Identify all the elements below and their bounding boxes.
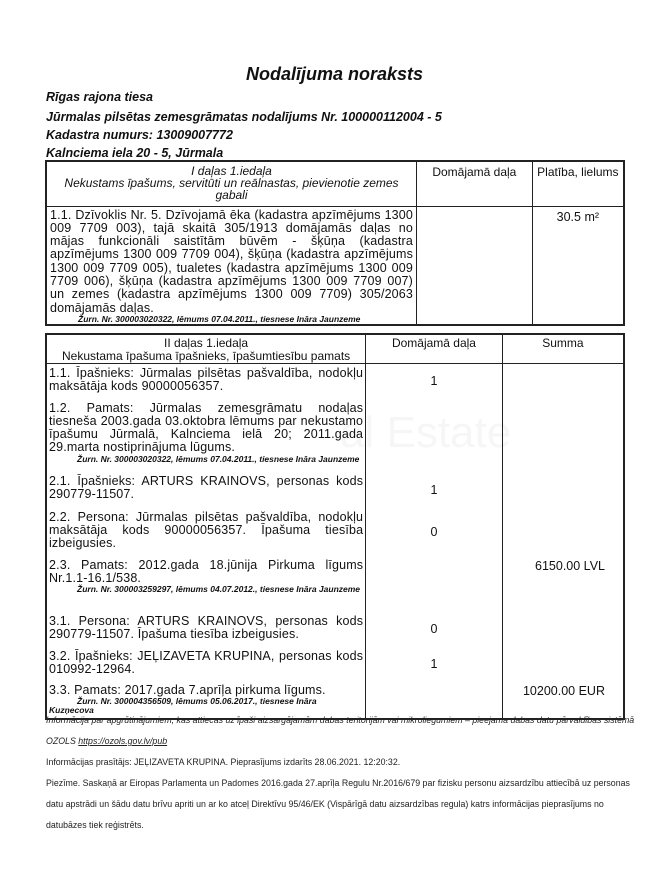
footer [46,710,636,836]
part1-header-share: Domājamā daļa [416,161,532,206]
entry-text: 1.2. Pamats: Jūrmalas zemesgrāmatu nodaļas tiesneša 2003.gada 03.oktobra lēmums par nekustamo īpašumu Jūrmalā, Kalnciema ielā 20; 2011.gada 29.marta nostiprinājuma lūgums. [49,400,364,455]
sum-value [502,647,624,681]
share-value [366,399,503,472]
part2-header-sum: Summa [502,334,624,364]
share-value: 0 [366,508,503,556]
table-row [46,206,624,325]
court-name: Rīgas rajona tiesa [46,90,153,104]
entry-text: 2.1. Īpašnieks: ARTURS KRAINOVS, personas kods 290779-11507. [49,473,364,501]
entry-text: 2.3. Pamats: 2012.gada 18.jūnija Pirkuma līgums Nr.1.1-16.1/538. [49,557,364,585]
part2-header-row [46,334,624,364]
entry-text: 2.2. Persona: Jūrmalas pilsētas pašvaldība, nodokļu maksātāja kods 90000056357. Īpašuma tiesība izbeigusies. [49,509,364,551]
ozols-notice [46,710,636,752]
part1-row-description [46,206,416,325]
section-number: Jūrmalas pilsētas zemesgrāmatas nodalījums Nr. 100000112004 - 5 [46,110,442,124]
part1-table [45,160,625,326]
share-value: 0 [366,612,503,647]
entry-text: 1.1. Īpašnieks: Jūrmalas pilsētas pašvaldība, nodokļu maksātāja kods 90000056357. [49,366,364,394]
share-value: 1 [366,364,503,399]
entry-text: 3.3. Pamats: 2017.gada 7.aprīļa pirkuma līgums. [49,682,326,697]
part2-table [45,333,625,720]
sum-value [502,612,624,647]
part1-row-area: 30.5 m² [532,206,624,325]
part2-section-subtitle: Nekustama īpašuma īpašnieks, īpašumtiesību pamats [62,349,351,363]
entry-text: 1.1. Dzīvoklis Nr. 5. Dzīvojamā ēka (kadastra apzīmējums 1300 009 7709 003), tajā skaitā 305/1913 domājamās daļas no mājas funkcionāli saistītām būvēm - šķūņa (kadastra apzīmējums 1300 009 7709 004), šķūņa (kadastra apzīmējums 1300 009 7709 005), tualetes (kadastra apzīmējums 1300 009 7709 006), šķūņa (kadastra apzīmējums 1300 009 7709 007) un zemes (kadastra apzīmējums 1300 009 7709) 305/2063 domājamās daļas. [50,207,413,315]
sum-value [502,364,624,399]
sum-value: 10200.00 EUR [502,681,624,719]
part1-row-share [416,206,532,325]
sum-value [502,508,624,556]
part1-section-title: I daļas 1.iedaļa [191,164,272,178]
share-value [366,556,503,612]
part1-header-row [46,161,624,206]
table-row [46,647,624,681]
document-title: Nodalījuma noraksts [245,64,424,84]
cadastre-number: Kadastra numurs: 13009007772 [46,128,233,142]
table-row [46,556,624,612]
part2-section-title: II daļas 1.iedaļa [164,336,249,350]
entry-text: 3.1. Persona: ARTURS KRAINOVS, personas kods 290779-11507. Īpašuma tiesība izbeigusies. [49,613,364,641]
part2-header-share: Domājamā daļa [366,334,503,364]
sum-value [502,399,624,472]
journal-entry: Žurn. Nr. 300003020322, lēmums 07.04.2011., tiesnese Ināra Jaunzeme [78,313,361,324]
journal-entry: Žurn. Nr. 300004356509, lēmums 05.06.2017., tiesnese Ināra Kuzņecova [49,695,317,715]
entry-text: 3.2. Īpašnieks: JEĻIZAVETA KRUPINA, personas kods 010992-12964. [49,648,364,676]
property-address: Kalnciema iela 20 - 5, Jūrmala [46,146,224,160]
table-row [46,508,624,556]
requester-info: Informācijas prasītājs: JEĻIZAVETA KRUPINA. Pieprasījums izdarīts 28.06.2021. 12:20:32. [46,757,401,767]
journal-entry: Žurn. Nr. 300003259297, lēmums 04.07.2012., tiesnese Ināra Jaunzeme [77,584,361,595]
part2-header-description [46,334,366,364]
sum-value: 6150.00 LVL [502,556,624,612]
journal-entry: Žurn. Nr. 300003020322, lēmums 07.04.2011., tiesnese Ināra Jaunzeme [77,453,360,464]
ozols-link[interactable]: https://ozols.gov.lv/pub [78,736,168,746]
share-value: 1 [366,647,503,681]
table-row [46,364,624,399]
table-row [46,399,624,472]
table-row [46,612,624,647]
ozols-text: Informācija par apgrūtinājumiem, kas attiecas uz īpaši aizsargājamām dabas teritorijām vai mikroliegumiem – pieejama dabas datu pārvaldības sistēmā OZOLS [46,715,635,746]
sum-value [502,472,624,508]
table-row [46,472,624,508]
gdpr-note: Piezīme. Saskaņā ar Eiropas Parlamenta un Padomes 2016.gada 27.aprīļa Regulu Nr.2016/679 par fizisku personu aizsardzību attiecībā uz personas datu apstrādi un šādu datu brīvu apriti un ar ko atceļ Direktīvu 95/46/EK (Vispārīgā datu aizsardzības regula) katrs informācijas pieprasījums no datubāzes tiek reģistrēts. [46,778,630,830]
part1-header-area: Platība, lielums [532,161,624,206]
share-value: 1 [366,472,503,508]
part1-section-subtitle: Nekustams īpašums, servitūti un reālnastas, pievienotie zemes gabali [64,176,399,202]
part1-header-description [46,161,416,206]
